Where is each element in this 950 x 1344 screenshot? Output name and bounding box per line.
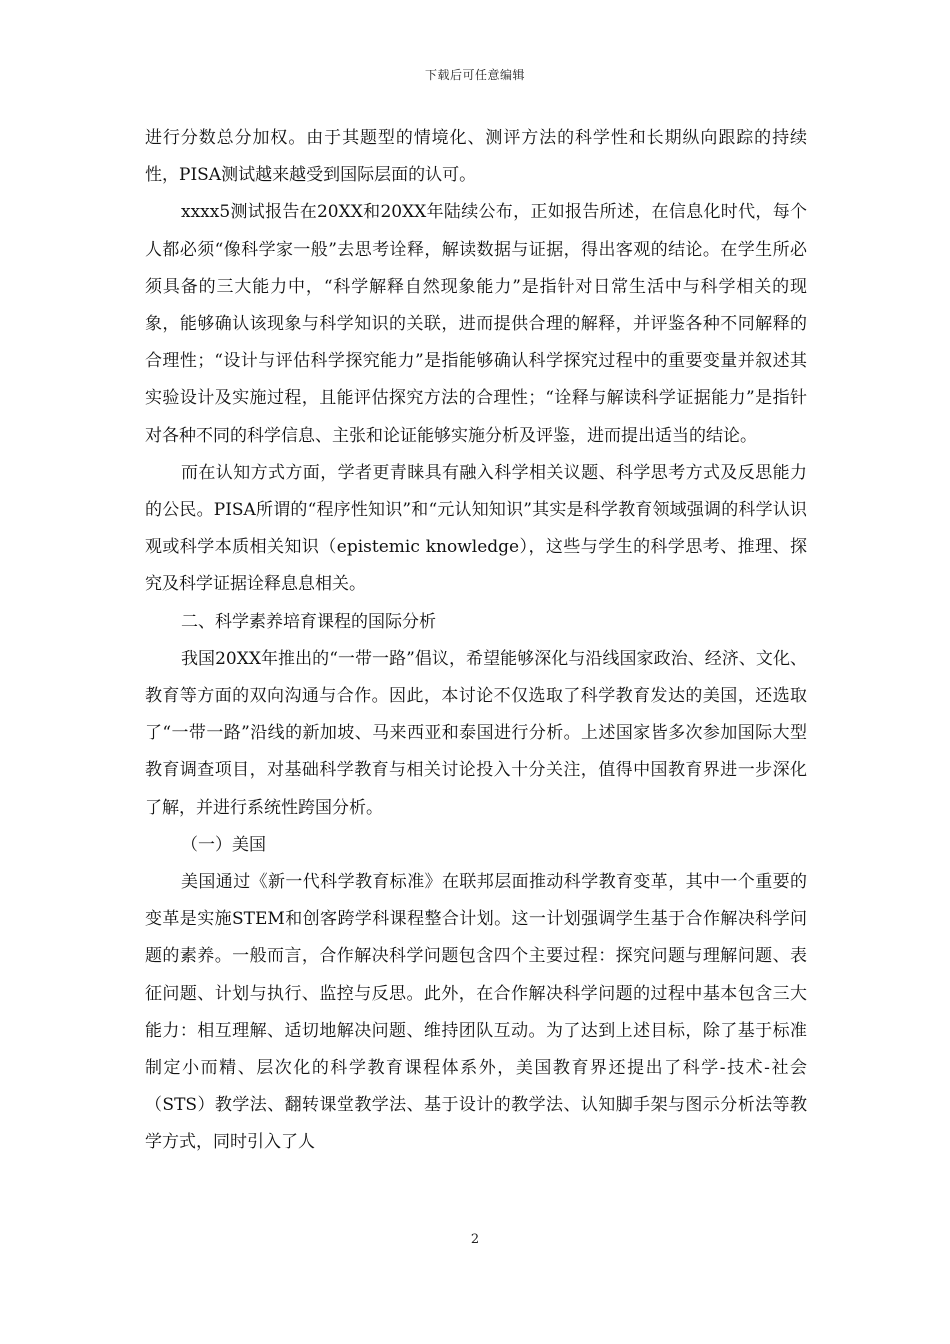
paragraph-continuation: 进行分数总分加权。由于其题型的情境化、测评方法的科学性和长期纵向跟踪的持续性，PISA测试越来越受到国际层面的认可。 — [145, 128, 807, 186]
subsection-heading-usa: （一）美国 — [181, 834, 266, 855]
section-heading: 二、科学素养培育课程的国际分析 — [181, 611, 436, 632]
page-number: 2 — [470, 1232, 480, 1247]
paragraph-usa: 美国通过《新一代科学教育标准》在联邦层面推动科学教育变革，其中一个重要的变革是实施STEM和创客跨学科课程整合计划。这一计划强调学生基于合作解决科学问题的素养。一般而言，合作解决科学问题包含四个主要过程：探究问题与理解问题、表征问题、计划与执行、监控与反思。此外，在合作解决科学问题的过程中基本包含三大能力：相互理解、适切地解决问题、维持团队互动。为了达到上述目标，除了基于标准制定小而精、层次化的科学教育课程体系外，美国教育界还提出了科学-技术-社会（STS）教学法、翻转课堂教学法、基于设计的教学法、认知脚手架与图示分析法等教学方式，同时引入了人 — [145, 872, 807, 1153]
document-body — [145, 120, 807, 1162]
page-header: 下载后可任意编辑 — [424, 68, 525, 82]
paragraph-belt-road: 我国20XX年推出的“一带一路”倡议，希望能够深化与沿线国家政治、经济、文化、教育等方面的双向沟通与合作。因此，本讨论不仅选取了科学教育发达的美国，还选取了“一带一路”沿线的新加坡、马来西亚和泰国进行分析。上述国家皆多次参加国际大型教育调查项目，对基础科学教育与相关讨论投入十分关注，值得中国教育界进一步深化了解，并进行系统性跨国分析。 — [145, 648, 807, 818]
paragraph-pisa-report: xxxx5测试报告在20XX和20XX年陆续公布，正如报告所述，在信息化时代，每个人都必须“像科学家一般”去思考诠释，解读数据与证据，得出客观的结论。在学生所必须具备的三大能力中，“科学解释自然现象能力”是指针对日常生活中与科学相关的现象，能够确认该现象与科学知识的关联，进而提供合理的解释，并评鉴各种不同解释的合理性；“设计与评估科学探究能力”是指能够确认科学探究过程中的重要变量并叙述其实验设计及实施过程，且能评估探究方法的合理性；“诠释与解读科学证据能力”是指针对各种不同的科学信息、主张和论证能够实施分析及评鉴，进而提出适当的结论。 — [145, 202, 807, 446]
paragraph-cognition: 而在认知方式方面，学者更青睐具有融入科学相关议题、科学思考方式及反思能力的公民。PISA所谓的“程序性知识”和“元认知知识”其实是科学教育领域强调的科学认识观或科学本质相关知识（epistemic knowledge），这些与学生的科学思考、推理、探究及科学证据诠释息息相关。 — [145, 462, 807, 595]
